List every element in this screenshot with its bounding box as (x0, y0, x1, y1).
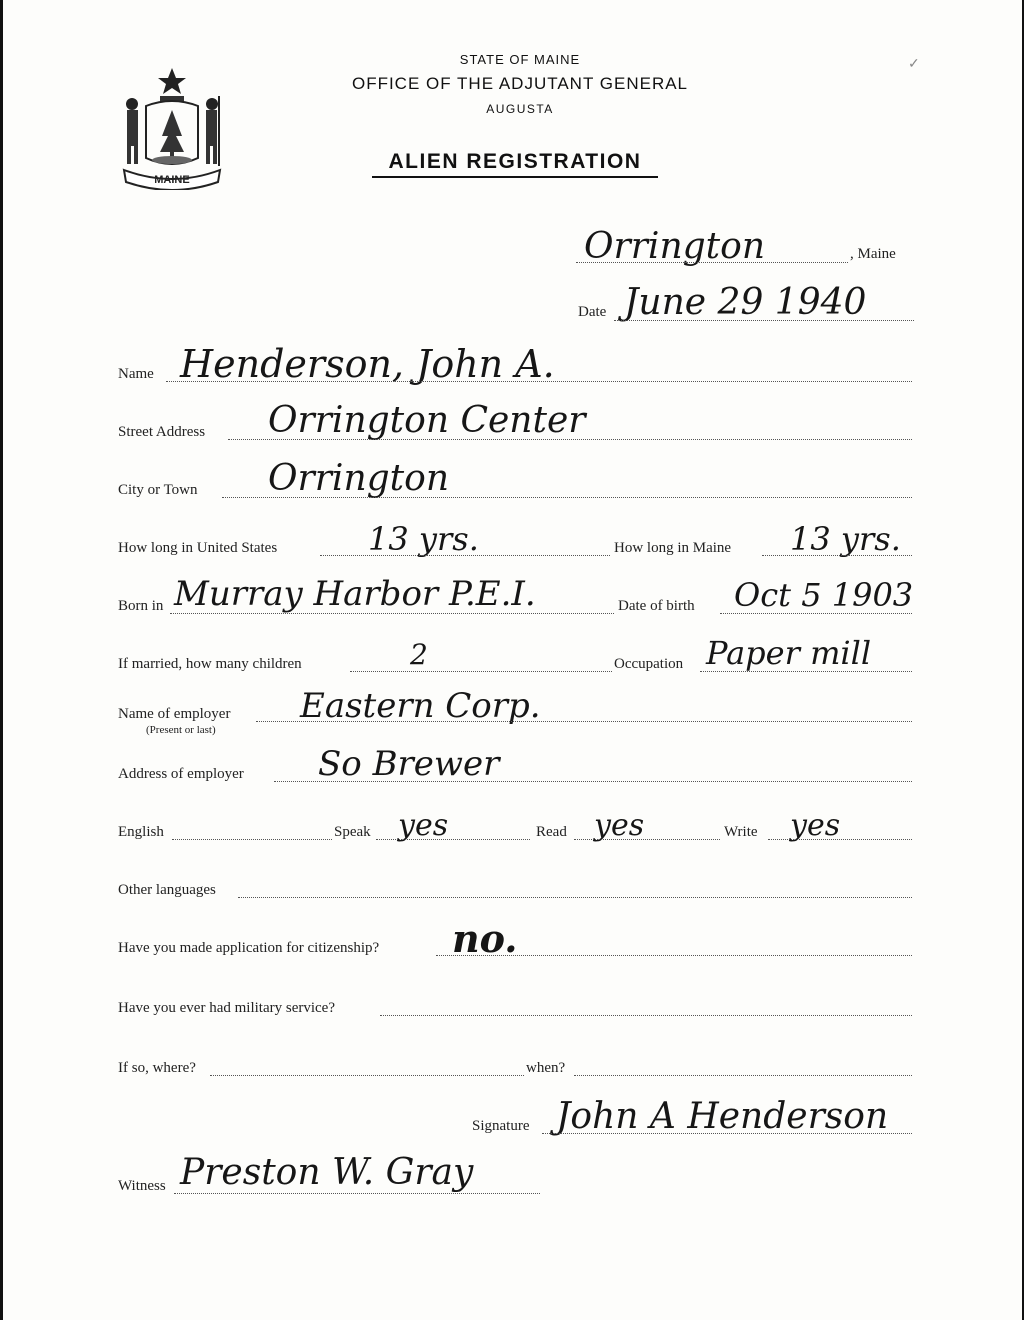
city-line (222, 497, 912, 498)
employer-label: Name of employer (118, 706, 231, 722)
city-value[interactable]: Orrington (268, 458, 450, 499)
city-label: City or Town (118, 482, 198, 498)
header-city: AUGUSTA (486, 102, 554, 116)
other-languages-label: Other languages (118, 882, 216, 898)
citizenship-value[interactable]: no. (452, 916, 518, 961)
maine-duration-line (762, 555, 912, 556)
dob-label: Date of birth (618, 598, 695, 614)
occupation-value[interactable]: Paper mill (706, 634, 872, 672)
signature-label: Signature (472, 1118, 530, 1134)
write-value[interactable]: yes (790, 808, 841, 843)
employer-address-value[interactable]: So Brewer (318, 744, 500, 784)
born-value[interactable]: Murray Harbor P.E.I. (174, 574, 536, 614)
employer-sublabel: (Present or last) (146, 724, 216, 736)
seal-ribbon-text: MAINE (154, 174, 190, 186)
name-line (166, 381, 912, 382)
employer-line (256, 721, 912, 722)
employer-address-line (274, 781, 912, 782)
occupation-label: Occupation (614, 656, 684, 672)
us-duration-value[interactable]: 13 yrs. (368, 520, 479, 558)
street-line (228, 439, 912, 440)
employer-address-label: Address of employer (118, 766, 244, 782)
write-label: Write (724, 824, 758, 840)
born-line (170, 613, 614, 614)
maine-duration-value[interactable]: 13 yrs. (790, 520, 901, 558)
date-label: Date (578, 304, 607, 320)
speak-label: Speak (334, 824, 371, 840)
us-duration-label: How long in United States (118, 540, 278, 556)
dob-value[interactable]: Oct 5 1903 (734, 576, 914, 614)
citizenship-line (436, 955, 912, 956)
write-line (768, 839, 912, 840)
english-label: English (118, 824, 164, 840)
witness-line (174, 1193, 540, 1194)
military-line (380, 1015, 912, 1016)
other-languages-line (238, 897, 912, 898)
witness-label: Witness (118, 1178, 166, 1194)
witness-value[interactable]: Preston W. Gray (180, 1152, 474, 1193)
name-value[interactable]: Henderson, John A. (180, 342, 555, 386)
page-title: ALIEN REGISTRATION (372, 150, 658, 178)
street-label: Street Address (118, 424, 206, 440)
military-label: Have you ever had military service? (118, 1000, 335, 1016)
born-label: Born in (118, 598, 164, 614)
header-state: STATE OF MAINE (459, 52, 581, 67)
speak-line (376, 839, 530, 840)
occupation-line (700, 671, 912, 672)
read-label: Read (536, 824, 567, 840)
name-label: Name (118, 366, 154, 382)
when-line (574, 1075, 912, 1076)
check-mark-icon: ✓ (908, 57, 920, 72)
employer-value[interactable]: Eastern Corp. (300, 686, 541, 726)
when-label: when? (526, 1060, 566, 1076)
us-duration-line (320, 555, 610, 556)
scan-edge-left (0, 0, 3, 1320)
date-line (614, 320, 914, 321)
signature-line (542, 1133, 912, 1134)
dob-line (720, 613, 912, 614)
children-value[interactable]: 2 (410, 638, 428, 671)
street-value[interactable]: Orrington Center (268, 400, 586, 441)
read-line (574, 839, 720, 840)
maine-duration-label: How long in Maine (614, 540, 732, 556)
read-value[interactable]: yes (594, 808, 645, 843)
children-label: If married, how many children (118, 656, 302, 672)
signature-value[interactable]: John A Henderson (556, 1096, 889, 1137)
children-line (350, 671, 612, 672)
town-value[interactable]: Orrington (584, 226, 766, 267)
town-line (576, 262, 848, 263)
where-line (210, 1075, 524, 1076)
where-label: If so, where? (118, 1060, 196, 1076)
speak-value[interactable]: yes (398, 808, 449, 843)
english-line (172, 839, 332, 840)
citizenship-label: Have you made application for citizenship? (118, 940, 380, 956)
town-label: , Maine (850, 246, 896, 262)
header-office: OFFICE OF THE ADJUTANT GENERAL (351, 74, 689, 93)
maine-state-seal-icon (118, 66, 226, 190)
date-value[interactable]: June 29 1940 (624, 282, 867, 323)
